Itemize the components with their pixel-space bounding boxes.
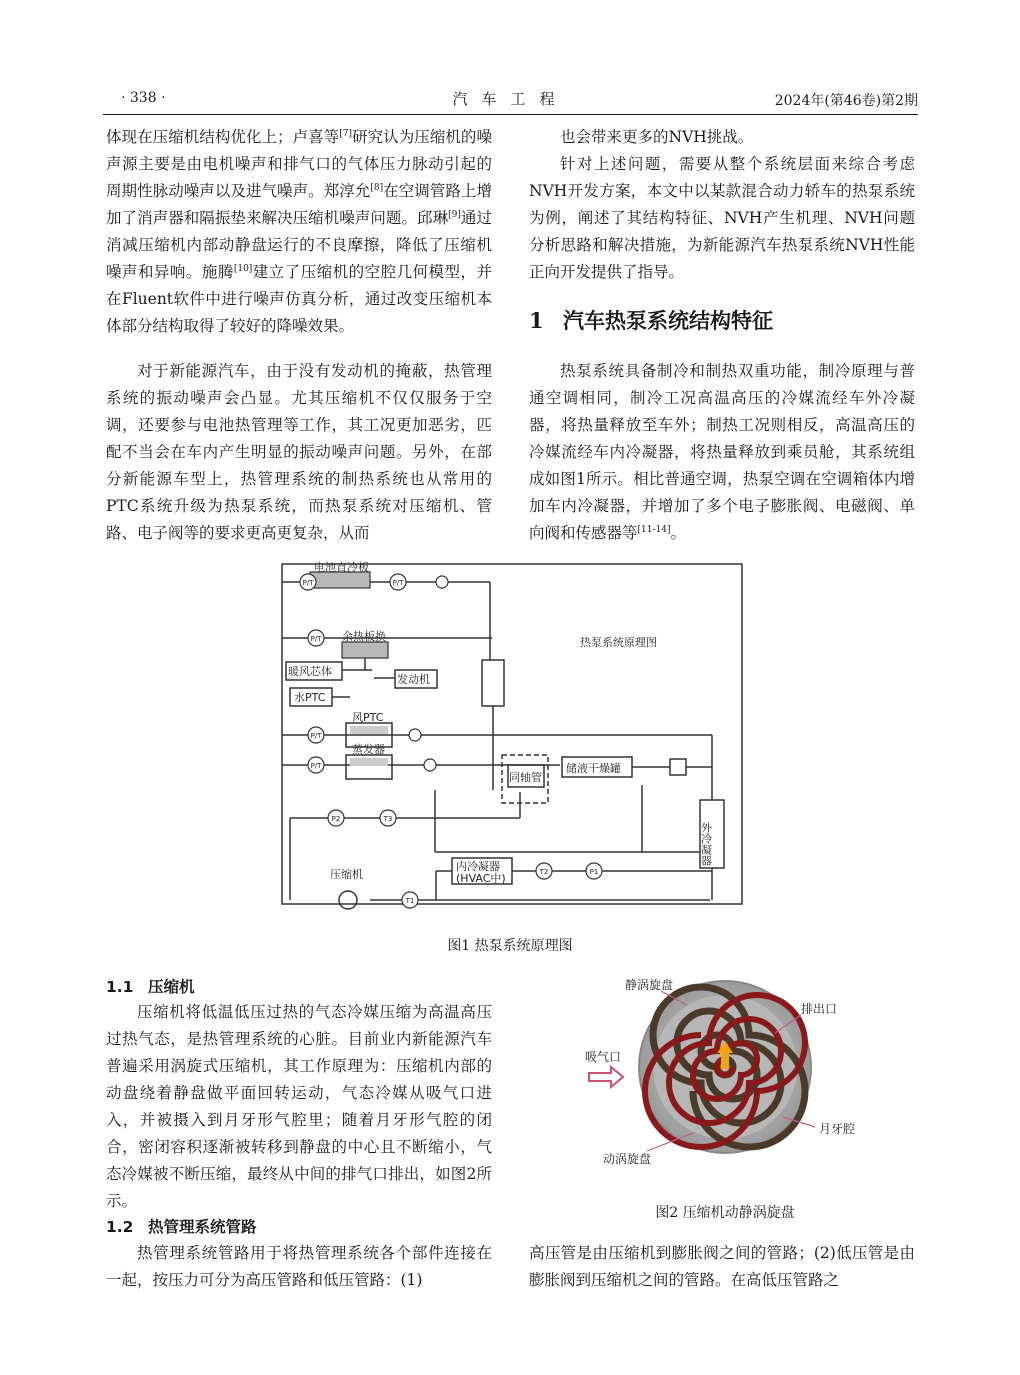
- pt-sensor-label: P/T: [392, 579, 404, 587]
- scroll-compressor-figure: [575, 975, 875, 1175]
- right-paragraph-4: 高压管是由压缩机到膨胀阀之间的管路；(2)低压管是由膨胀阀到压缩机之间的管路。在高低压管路之: [529, 1244, 915, 1289]
- water-ptc-label: 水PTC: [294, 691, 326, 704]
- pt-sensor-label: P/T: [302, 579, 314, 587]
- right-paragraph-1: 也会带来更多的NVH挑战。: [560, 128, 754, 146]
- p1-sensor-label: P1: [589, 868, 599, 876]
- waste-heat-label: 余热板换: [342, 630, 386, 643]
- figure-1-caption: 图1 热泵系统原理图: [447, 938, 573, 954]
- left-paragraph-3: 压缩机将低温低压过热的气态冷媒压缩为高温高压过热气态，是热管理系统的心脏。目前业内新能源汽车普遍采用涡旋式压缩机，其工作原理为：压缩机内部的动盘绕着静盘做平面回转运动，气态冷媒从吸气口进入，并被摄入到月牙形气腔里；随着月牙形气腔的闭合，密闭容积逐渐被转移到静盘的中心且不断缩小，气态冷媒被不断压缩，最终从中间的排气口排出，如图2所示。: [106, 1003, 492, 1210]
- journal-name: 汽车工程: [452, 90, 569, 108]
- section-heading-1: 1 汽车热泵系统结构特征: [529, 308, 773, 333]
- hvac-label: (HVAC中): [456, 872, 506, 885]
- int-condenser-label: 内冷凝器: [456, 860, 500, 873]
- air-ptc-label: 风PTC: [352, 711, 384, 724]
- t3-sensor-label: T3: [383, 815, 393, 823]
- page-number: · 338 ·: [121, 90, 166, 106]
- section-heading-1-2: 1.2 热管理系统管路: [106, 1218, 257, 1236]
- fixed-scroll-label: 静涡旋盘: [625, 978, 674, 992]
- running-header: [103, 88, 918, 115]
- pt-sensor-label: P/T: [310, 635, 322, 643]
- coax-label: 同轴管: [509, 771, 542, 784]
- issue-info: 2024年(第46卷)第2期: [774, 93, 918, 109]
- left-paragraph-2: 对于新能源汽车，由于没有发动机的掩蔽，热管理系统的振动噪声会凸显。尤其压缩机不仅仅服务于空调，还要参与电池热管理等工作，其工况更加恶劣，匹配不当会在车内产生明显的振动噪声问题。另外，在部分新能源车型上，热管理系统的制热系统也从常用的PTC系统升级为热泵系统，而热泵系统对压缩机、管路、电子阀等的要求更高更复杂，从而: [106, 362, 492, 542]
- pt-sensor-label: P/T: [310, 762, 322, 770]
- schematic-title: 热泵系统原理图: [580, 636, 657, 649]
- battery-label: 电池直冷板: [314, 561, 369, 574]
- left-paragraph-1: 体现在压缩机结构优化上；卢喜等[7]研究认为压缩机的噪声源主要是由电机噪声和排气口的气体压力脉动引起的周期性脉动噪声以及进气噪声。郑淳允[8]在空调管路上增加了消声器和隔振垫来解决压缩机噪声问题。邱琳[9]通过消减压缩机内部动静盘运行的不良摩擦，降低了压缩机噪声和异响。施腾[10]建立了压缩机的空腔几何模型，并在Fluent软件中进行噪声仿真分析，通过改变压缩机本体部分结构取得了较好的降噪效果。: [106, 128, 492, 335]
- p2-sensor-label: P2: [331, 815, 341, 823]
- pt-sensor-label: P/T: [310, 732, 322, 740]
- inlet-label: 吸气口: [585, 1050, 622, 1064]
- t1-sensor-label: T1: [405, 897, 415, 905]
- engine-label: 发动机: [397, 673, 430, 686]
- outlet-label: 排出口: [801, 1002, 838, 1016]
- heater-core-label: 暖风芯体: [288, 665, 332, 678]
- orbiting-scroll-label: 动涡旋盘: [603, 1152, 652, 1166]
- accumulator-label: 储液干燥罐: [566, 762, 621, 775]
- ext-condenser-label: 外冷凝器: [699, 822, 713, 866]
- crescent-label: 月牙腔: [819, 1122, 856, 1136]
- left-paragraph-4: 热管理系统管路用于将热管理系统各个部件连接在一起，按压力可分为高压管路和低压管路：(1): [106, 1244, 492, 1289]
- compressor-label: 压缩机: [330, 868, 363, 881]
- t2-sensor-label: T2: [539, 868, 549, 876]
- section-heading-1-1: 1.1 压缩机: [106, 978, 195, 996]
- right-paragraph-2: 针对上述问题，需要从整个系统层面来综合考虑NVH开发方案，本文中以某款混合动力轿车的热泵系统为例，阐述了其结构特征、NVH产生机理、NVH问题分析思路和解决措施，为新能源汽车热泵系统NVH性能正向开发提供了指导。: [529, 155, 915, 281]
- figure-2-caption: 图2 压缩机动静涡旋盘: [655, 1205, 795, 1221]
- heat-pump-schematic: [270, 560, 750, 920]
- evaporator-label: 蒸发器: [352, 743, 385, 756]
- right-paragraph-3: 热泵系统具备制冷和制热双重功能，制冷原理与普通空调相同，制冷工况高温高压的冷媒流经车外冷凝器，将热量释放至车外；制热工况则相反，高温高压的冷媒流经车内冷凝器，将热量释放到乘员舱，其系统组成如图1所示。相比普通空调，热泵空调在空调箱体内增加车内冷凝器，并增加了多个电子膨胀阀、电磁阀、单向阀和传感器等[11-14]。: [529, 362, 915, 542]
